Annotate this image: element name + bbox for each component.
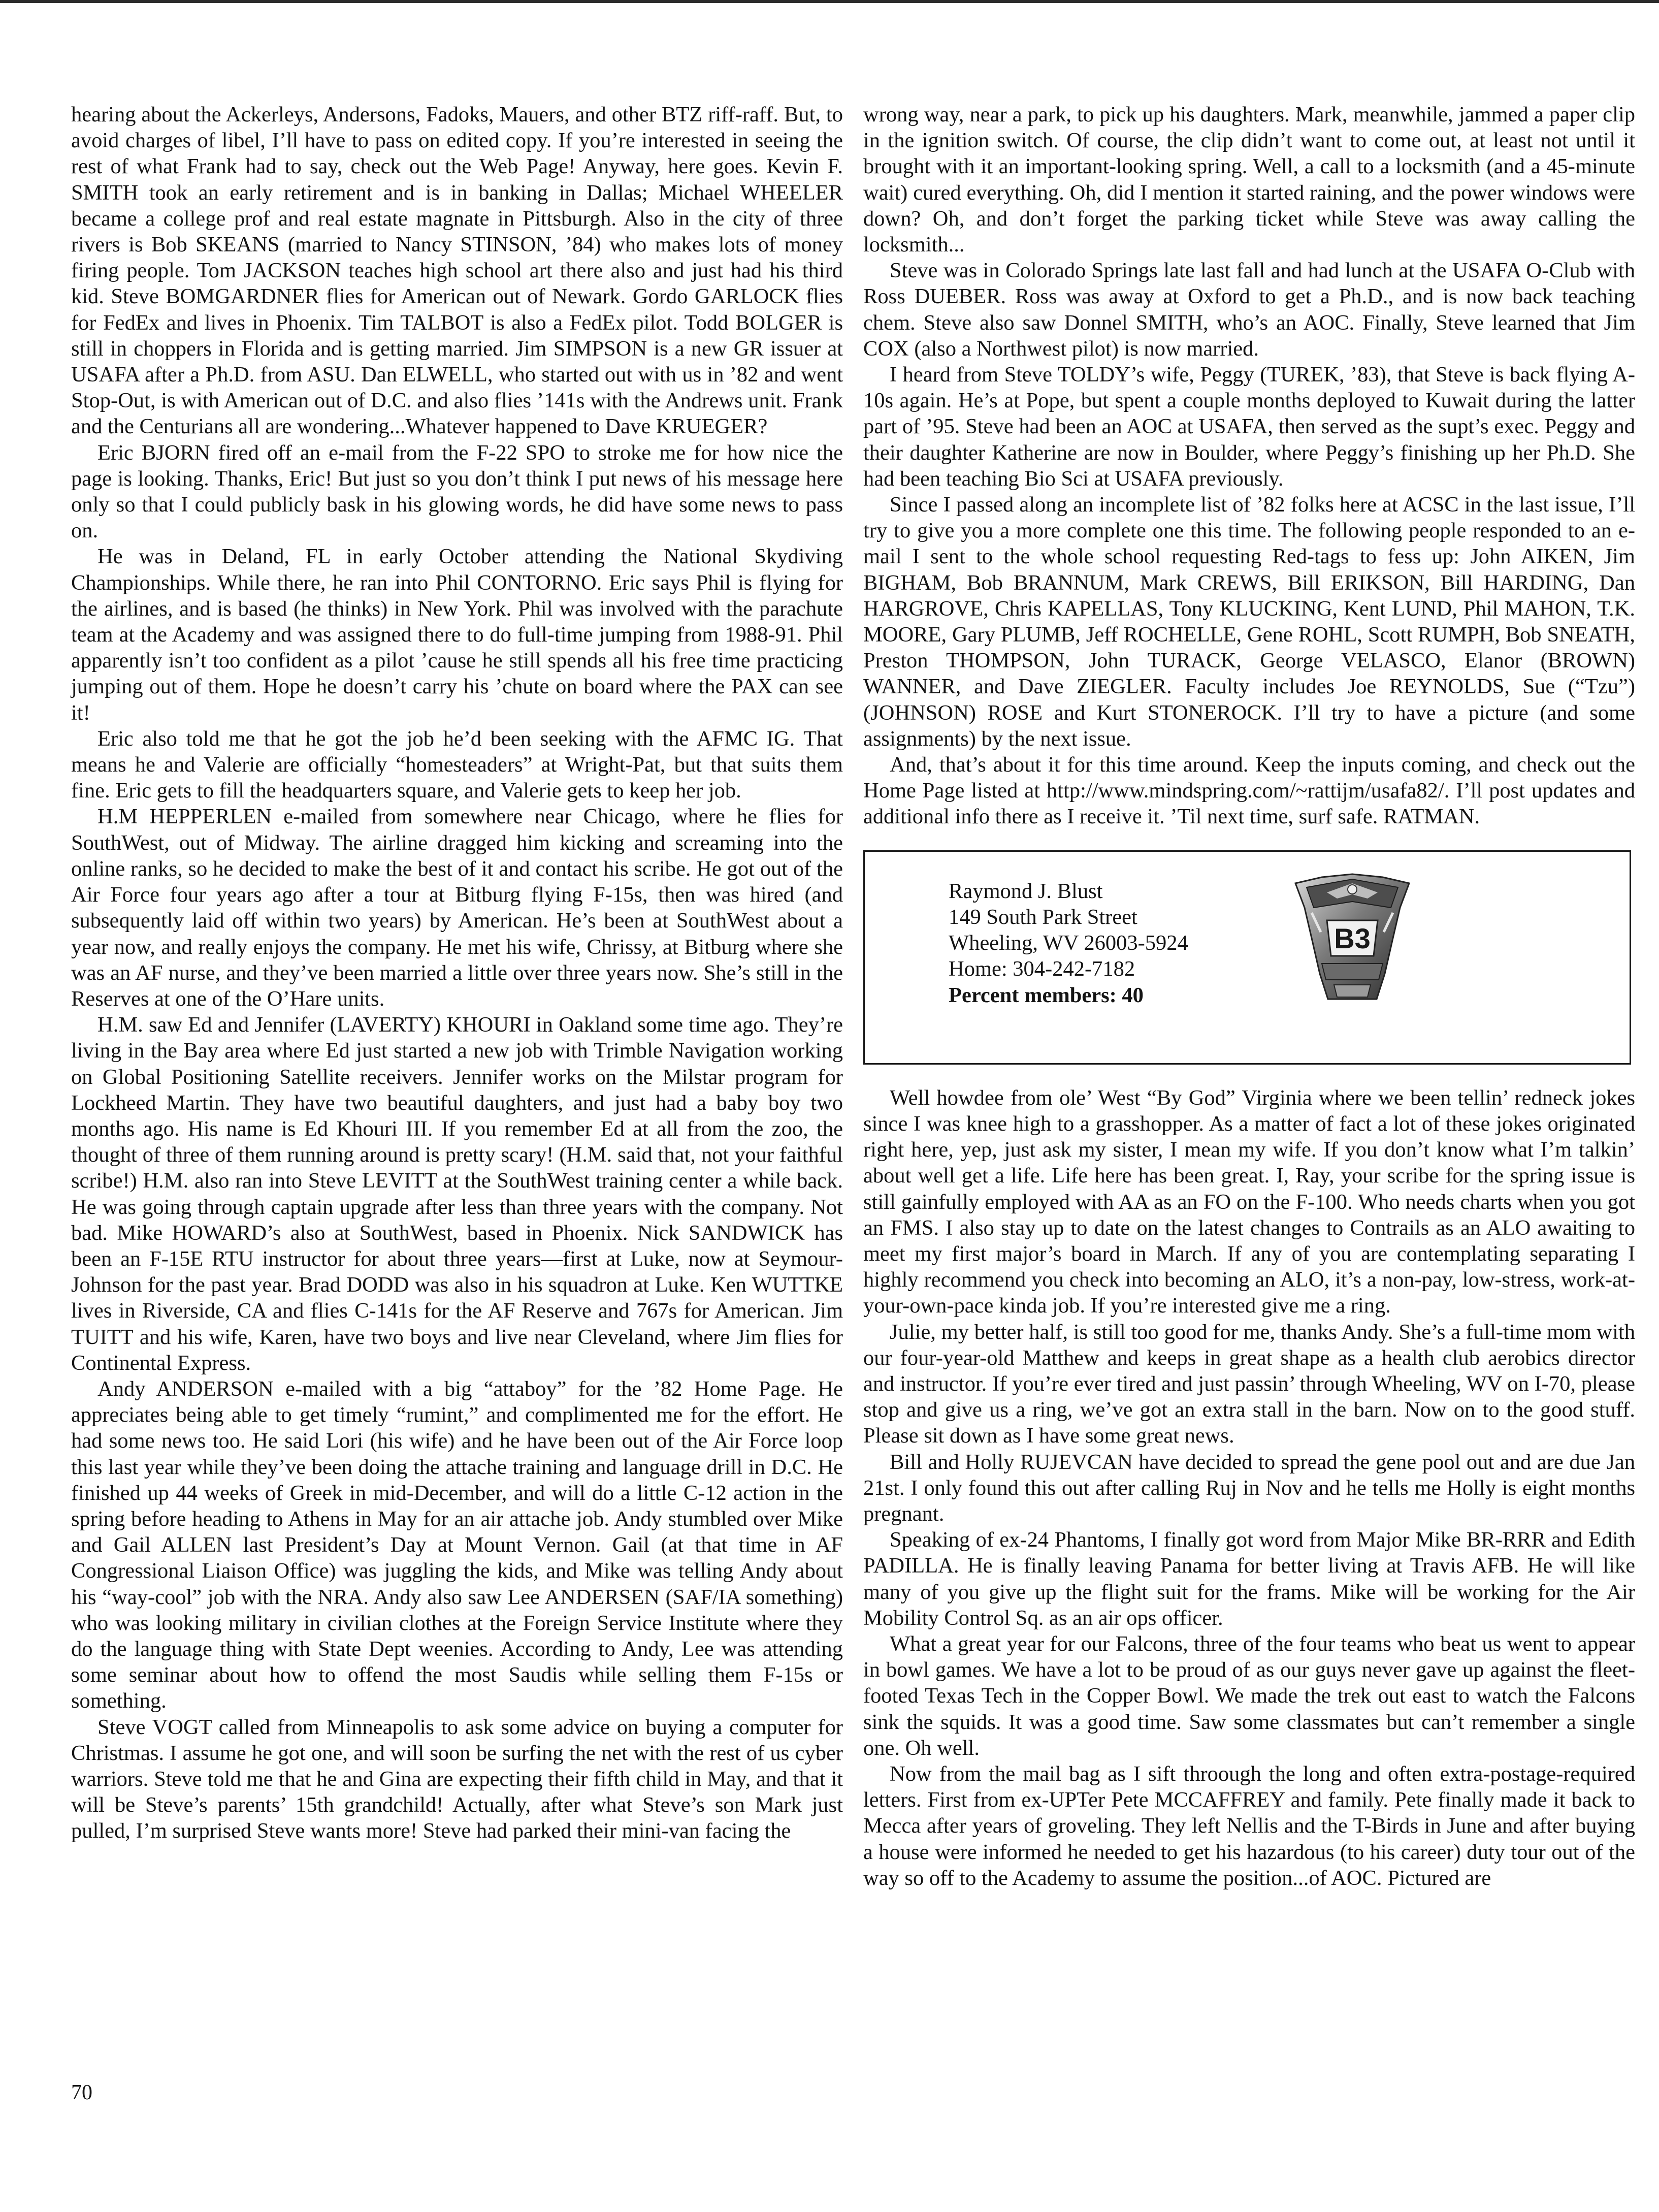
- scribe-name: Raymond J. Blust: [949, 879, 1103, 903]
- paragraph: Steve was in Colorado Springs late last fall and had lunch at the USAFA O-Club with Ross DUEBER. Ross was away at Oxford to get a Ph.D., and is now back teaching chem. Steve also saw Donnel SMITH, who’s an AOC. Finally, Steve learned that Jim COX (also a Northwest pilot) is now married.: [863, 259, 1635, 361]
- page-number: 70: [71, 2081, 92, 2104]
- paragraph: Julie, my better half, is still too good for me, thanks Andy. She’s a full-time mom with our four-year-old Matthew and keeps in great shape as a health club aerobics director and instructor. If you’re ever tired and just passin’ through Wheeling, WV on I-70, please stop and give us a ring, we’ve got an extra stall in the barn. Now on to the good stuff. Please sit down as I have some great news.: [863, 1320, 1635, 1448]
- paragraph: And, that’s about it for this time around. Keep the inputs coming, and check out the Home Page listed at http://www.mindspring.com/~rattijm/usafa82/. I’ll post updates and additional info there as I receive it. ’Til next time, surf safe. RATMAN.: [863, 753, 1635, 829]
- paragraph: Well howdee from ole’ West “By God” Virginia where we been tellin’ redneck jokes since I was knee high to a grasshopper. As a matter of fact a lot of these jokes originated right here, yep, just ask my sister, I mean my wife. If you don’t know what I’m talkin’ about well get a life. Life here has been great. I, Ray, your scribe for the spring issue is still gainfully employed with AA as an FO on the F-100. Who needs charts when you got an FMS. I also stay up to date on the latest changes to Contrails as an ALO awaiting to meet my first major’s board in March. If any of you are contemplating separating I highly recommend you check into becoming an ALO, it’s a non-pay, low-stress, work-at-your-own-pace kinda job. If you’re interested give me a ring.: [863, 1085, 1635, 1318]
- right-column: [863, 102, 1635, 1891]
- scribe-phone: Home: 304-242-7182: [949, 957, 1135, 981]
- paragraph: Eric BJORN fired off an e-mail from the F-22 SPO to stroke me for how nice the page is looking. Thanks, Eric! But just so you don’t think I put news of his message here only so that I could publicly bask in his glowing words, he did have some news to pass on.: [71, 440, 843, 543]
- paragraph: Eric also told me that he got the job he’d been seeking with the AFMC IG. That means he and Valerie are officially “homesteaders” at Wright-Pat, but that suits them fine. Eric gets to fill the headquarters square, and Valerie gets to keep her job.: [71, 726, 843, 803]
- paragraph: He was in Deland, FL in early October attending the National Skydiving Championships. While there, he ran into Phil CONTORNO. Eric says Phil is flying for the airlines, and is based (he thinks) in New York. Phil was involved with the parachute team at the Academy and was assigned there to do full-time jumping from 1988-91. Phil apparently isn’t too confident as a pilot ’cause he still spends all his free time practicing jumping out of them. Hope he doesn’t carry his ’chute on board where the PAX can see it!: [71, 544, 843, 725]
- scribe-contact-box: [863, 850, 1631, 1065]
- percent-members: Percent members: 40: [949, 983, 1144, 1007]
- paragraph: H.M HEPPERLEN e-mailed from somewhere near Chicago, where he flies for SouthWest, out of Midway. The airline dragged him kicking and screaming into the online ranks, so he decided to make the best of it and contact his scribe. He got out of the Air Force four years ago after a tour at Bitburg flying F-15s, then was hired (and subsequently laid off within two years) by American. He’s been at SouthWest about a year now, and really enjoys the company. He met his wife, Chrissy, at Bitburg where she was an AF nurse, and they’ve been married a little over three years now. She’s still in the Reserves at one of the O’Hare units.: [71, 805, 843, 1011]
- paragraph: hearing about the Ackerleys, Andersons, Fadoks, Mauers, and other BTZ riff-raff. But, to avoid charges of libel, I’ll have to pass on edited copy. If you’re interested in seeing the rest of what Frank had to say, check out the Web Page! Anyway, here goes. Kevin F. SMITH took an early retirement and is in banking in Dallas; Michael WHEELER became a college prof and real estate magnate in Pittsburgh. Also in the city of three rivers is Bob SKEANS (married to Nancy STINSON, ’84) who makes lots of money firing people. Tom JACKSON teaches high school art there also and just had his third kid. Steve BOMGARDNER flies for American out of Newark. Gordo GARLOCK flies for FedEx and lives in Phoenix. Tim TALBOT is also a FedEx pilot. Todd BOLGER is still in choppers in Florida and is getting married. Jim SIMPSON is a new GR issuer at USAFA after a Ph.D. from ASU. Dan ELWELL, who started out with us in ’82 and went Stop-Out, is with American out of D.C. and also flies ’141s with the Andrews unit. Frank and the Centurians all are wondering...Whatever happened to Dave KRUEGER?: [71, 103, 843, 439]
- paragraph: wrong way, near a park, to pick up his daughters. Mark, meanwhile, jammed a paper clip in the ignition switch. Of course, the clip didn’t want to come out, at least not until it brought with it an important-looking spring. Well, a call to a locksmith (and a 45-minute wait) cured everything. Oh, did I mention it started raining, and the power windows were down? Oh, and don’t forget the parking ticket while Steve was away calling the locksmith...: [863, 103, 1635, 257]
- paragraph: I heard from Steve TOLDY’s wife, Peggy (TUREK, ’83), that Steve is back flying A-10s again. He’s at Pope, but spent a couple months deployed to Kuwait during the latter part of ’95. Steve had been an AOC at USAFA, then served as the supt’s exec. Peggy and their daughter Katherine are now in Boulder, where Peggy’s finishing up her Ph.D. She had been teaching Bio Sci at USAFA previously.: [863, 363, 1635, 491]
- paragraph: H.M. saw Ed and Jennifer (LAVERTY) KHOURI in Oakland some time ago. They’re living in the Bay area where Ed just started a new job with Trimble Navigation working on Global Positioning Satellite receivers. Jennifer works on the Milstar program for Lockheed Martin. They have two beautiful daughters, and just had a baby boy two months ago. His name is Ed Khouri III. If you remember Ed at all from the zoo, the thought of three of them running around is pretty scary! (H.M. said that, not your faithful scribe!) H.M. also ran into Steve LEVITT at the SouthWest training center a while back. He was going through captain upgrade after less than three years with the company. Not bad. Mike HOWARD’s also at SouthWest, based in Phoenix. Nick SANDWICK has been an F-15E RTU instructor for about three years—first at Luke, now at Seymour-Johnson for the past year. Brad DODD was also in his squadron at Luke. Ken WUTTKE lives in Riverside, CA and flies C-141s for the AF Reserve and 767s for American. Jim TUITT and his wife, Karen, have two boys and live near Cleveland, where Jim flies for Continental Express.: [71, 1013, 843, 1375]
- paragraph: Now from the mail bag as I sift throough the long and often extra-postage-required letters. First from ex-UPTer Pete MCCAFFREY and family. Pete finally made it back to Mecca after years of groveling. They left Nellis and the T-Birds in June and after buying a house were informed he needed to get his hazardous (to his career) duty tour out of the way so off to the Academy to assume the position...of AOC. Pictured are: [863, 1761, 1635, 1890]
- paragraph: Bill and Holly RUJEVCAN have decided to spread the gene pool out and are due Jan 21st. I only found this out after calling Ruj in Nov and he tells me Holly is eight months pregnant.: [863, 1450, 1635, 1526]
- left-column: [71, 102, 843, 1844]
- paragraph: Steve VOGT called from Minneapolis to ask some advice on buying a computer for Christmas. I assume he got one, and will soon be surfing the net with the rest of us cyber warriors. Steve told me that he and Gina are expecting their fifth child in May, and that it will be Steve’s parents’ 15th grandchild! Actually, after what Steve’s son Mark just pulled, I’m surprised Steve wants more! Steve had parked their mini-van facing the: [71, 1715, 843, 1843]
- scribe-address: [949, 878, 1188, 1008]
- top-rule: [0, 0, 1659, 3]
- paragraph: Speaking of ex-24 Phantoms, I finally got word from Major Mike BR-RRR and Edith PADILLA. He is finally leaving Panama for better living at Travis AFB. He will like many of you give up the flight suit for the frams. Mike will be working for the Air Mobility Control Sq. as an air ops officer.: [863, 1528, 1635, 1630]
- paragraph: Andy ANDERSON e-mailed with a big “attaboy” for the ’82 Home Page. He appreciates being able to get timely “rumint,” and complimented me for the effort. He had some news too. He said Lori (his wife) and he have been out of the Air Force loop this last year while they’ve been doing the attache training and language drill in D.C. He finished up 44 weeks of Greek in mid-December, and will do a little C-12 action in the spring before heading to Athens in May for an air attache job. Andy stumbled over Mike and Gail ALLEN last President’s Day at Mount Vernon. Gail (at that time in AF Congressional Liaison Office) was juggling the kids, and Mike was telling Andy about his “way-cool” job with the NRA. Andy also saw Lee ANDERSEN (SAF/IA something) who was looking military in civilian clothes at the Foreign Service Institute where they do the language thing with State Dept weenies. According to Andy, Lee was attending some seminar about how to offend the most Saudis while selling them F-15s or something.: [71, 1376, 843, 1713]
- class-crest-icon: [1291, 872, 1413, 1004]
- scribe-city: Wheeling, WV 26003-5924: [949, 931, 1188, 955]
- paragraph: Since I passed along an incomplete list of ’82 folks here at ACSC in the last issue, I’ll try to give you a more complete one this time. The following people responded to an e-mail I sent to the whole school requesting Red-tags to fess up: John AIKEN, Jim BIGHAM, Bob BRANNUM, Mark CREWS, Bill ERIKSON, Bill HARDING, Dan HARGROVE, Chris KAPELLAS, Tony KLUCKING, Kent LUND, Phil MAHON, T.K. MOORE, Gary PLUMB, Jeff ROCHELLE, Gene ROHL, Scott RUMPH, Bob SNEATH, Preston THOMPSON, John TURACK, George VELASCO, Elanor (BROWN) WANNER, and Dave ZIEGLER. Faculty includes Joe REYNOLDS, Sue (“Tzu”) (JOHNSON) ROSE and Kurt STONEROCK. I’ll try to have a picture (and some assignments) by the next issue.: [863, 493, 1635, 751]
- scribe-street: 149 South Park Street: [949, 905, 1137, 929]
- svg-text:B3: B3: [1334, 922, 1371, 954]
- paragraph: What a great year for our Falcons, three of the four teams who beat us went to appear in bowl games. We have a lot to be proud of as our guys never gave up against the fleet-footed Texas Tech in the Copper Bowl. We made the trek out east to watch the Falcons sink the squids. It was a good time. Saw some classmates but can’t remember a single one. Oh well.: [863, 1631, 1635, 1760]
